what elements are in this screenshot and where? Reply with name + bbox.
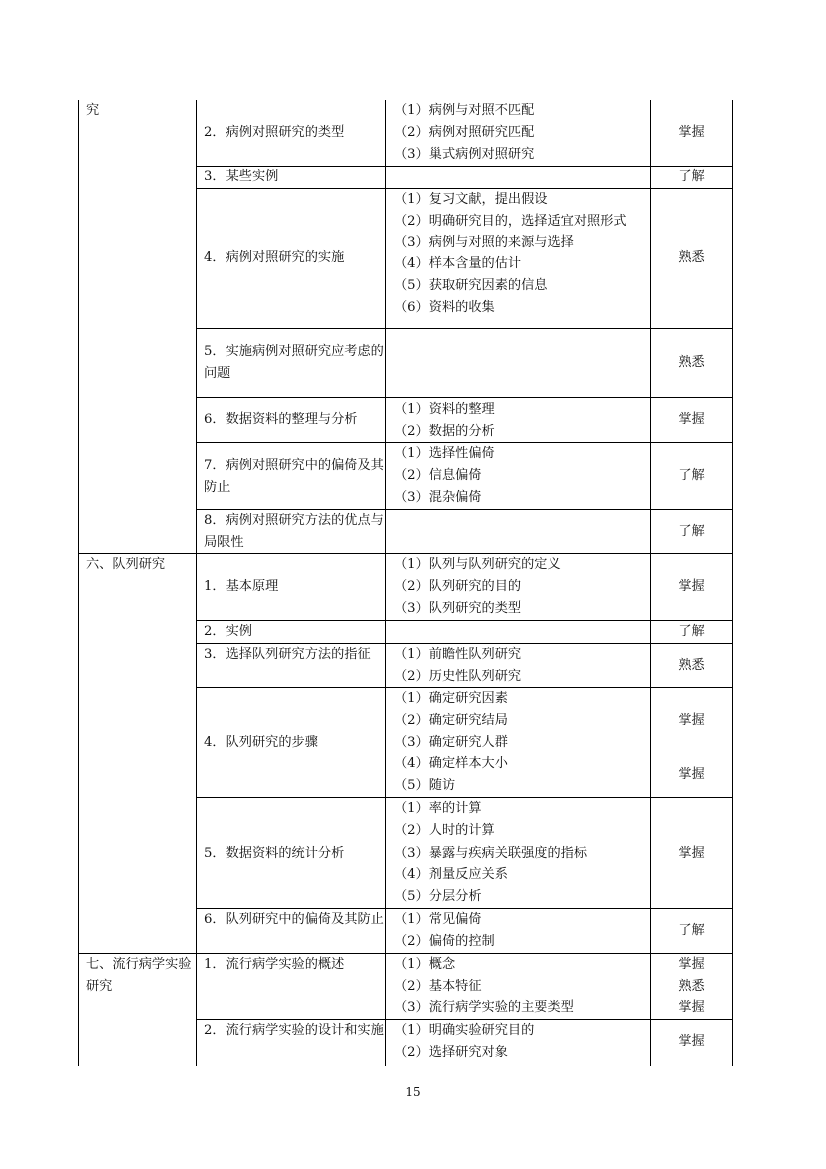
level-cell: 了解 bbox=[678, 524, 705, 539]
detail-item: （4）确定样本大小 bbox=[394, 756, 508, 771]
topic-cell: 6．数据资料的整理与分析 bbox=[204, 412, 358, 427]
detail-item: （2）基本特征 bbox=[394, 979, 482, 994]
detail-item: （2）确定研究结局 bbox=[394, 713, 508, 728]
detail-item: （3）混杂偏倚 bbox=[394, 490, 482, 505]
detail-item: （1）确定研究因素 bbox=[394, 691, 508, 706]
topic-cell: 3．选择队列研究方法的指征 bbox=[204, 647, 371, 662]
detail-item: （2）数据的分析 bbox=[394, 424, 495, 439]
detail-item: （1）复习文献，提出假设 bbox=[394, 192, 548, 207]
level-cell: 了解 bbox=[678, 468, 705, 483]
level-cell: 熟悉 bbox=[678, 355, 705, 370]
table-border-right bbox=[732, 100, 733, 1066]
detail-item: （2）信息偏倚 bbox=[394, 468, 482, 483]
detail-item: （3）流行病学实验的主要类型 bbox=[394, 1000, 574, 1015]
detail-item: （1）率的计算 bbox=[394, 801, 482, 816]
detail-item: （1）明确实验研究目的 bbox=[394, 1023, 535, 1038]
row-divider bbox=[196, 328, 733, 329]
page-number: 15 bbox=[405, 1085, 421, 1099]
level-cell: 掌握 bbox=[678, 713, 705, 728]
detail-item: （2）明确研究目的，选择适宜对照形式 bbox=[394, 214, 627, 229]
section-cell: 究 bbox=[86, 103, 100, 118]
detail-item: （2）偏倚的控制 bbox=[394, 934, 495, 949]
level-cell: 掌握 bbox=[678, 125, 705, 140]
detail-item: （3）病例与对照的来源与选择 bbox=[394, 235, 574, 250]
row-divider bbox=[196, 397, 733, 398]
topic-cell: 1．基本原理 bbox=[204, 579, 279, 594]
topic-cell: 2．流行病学实验的设计和实施 bbox=[204, 1023, 384, 1038]
topic-cell: 2．病例对照研究的类型 bbox=[204, 125, 345, 140]
level-cell: 掌握 bbox=[678, 1000, 705, 1015]
topic-cell: 4．病例对照研究的实施 bbox=[204, 250, 345, 265]
detail-item: （6）资料的收集 bbox=[394, 300, 495, 315]
level-cell: 了解 bbox=[678, 169, 705, 184]
detail-item: （2）病例对照研究匹配 bbox=[394, 125, 535, 140]
level-cell: 掌握 bbox=[678, 579, 705, 594]
detail-item: （5）获取研究因素的信息 bbox=[394, 278, 548, 293]
detail-item: （3）巢式病例对照研究 bbox=[394, 147, 535, 162]
level-cell: 掌握 bbox=[678, 1034, 705, 1049]
level-cell: 熟悉 bbox=[678, 979, 705, 994]
topic-cell: 1．流行病学实验的概述 bbox=[204, 957, 345, 972]
detail-item: （1）选择性偏倚 bbox=[394, 446, 495, 461]
topic-cell: 5．实施病例对照研究应考虑的问题 bbox=[204, 344, 384, 381]
detail-item: （1）概念 bbox=[394, 957, 456, 972]
detail-item: （4）剂量反应关系 bbox=[394, 867, 508, 882]
detail-item: （1）常见偏倚 bbox=[394, 912, 482, 927]
detail-item: （3）确定研究人群 bbox=[394, 735, 508, 750]
table-col-divider bbox=[196, 100, 197, 1066]
detail-item: （2）选择研究对象 bbox=[394, 1045, 508, 1060]
detail-item: （1）病例与对照不匹配 bbox=[394, 103, 535, 118]
detail-item: （5）随访 bbox=[394, 778, 456, 793]
level-cell: 熟悉 bbox=[678, 250, 705, 265]
detail-item: （5）分层分析 bbox=[394, 889, 482, 904]
table-border-left bbox=[78, 100, 79, 1066]
detail-item: （3）暴露与疾病关联强度的指标 bbox=[394, 846, 588, 861]
section-cell: 六、队列研究 bbox=[86, 557, 166, 572]
level-cell: 掌握 bbox=[678, 846, 705, 861]
level-cell: 熟悉 bbox=[678, 658, 705, 673]
detail-item: （4）样本含量的估计 bbox=[394, 256, 522, 271]
topic-cell: 3．某些实例 bbox=[204, 169, 279, 184]
level-cell: 了解 bbox=[678, 624, 705, 639]
topic-cell: 6．队列研究中的偏倚及其防止 bbox=[204, 912, 384, 927]
level-cell: 了解 bbox=[678, 923, 705, 938]
level-cell: 掌握 bbox=[678, 412, 705, 427]
detail-item: （1）前瞻性队列研究 bbox=[394, 647, 522, 662]
level-cell: 掌握 bbox=[678, 767, 705, 782]
topic-cell: 4．队列研究的步骤 bbox=[204, 735, 318, 750]
topic-cell: 8．病例对照研究方法的优点与局限性 bbox=[204, 513, 384, 550]
detail-item: （1）资料的整理 bbox=[394, 402, 495, 417]
topic-cell: 5．数据资料的统计分析 bbox=[204, 846, 345, 861]
detail-item: （2）历史性队列研究 bbox=[394, 669, 522, 684]
level-cell: 掌握 bbox=[678, 957, 705, 972]
topic-cell: 7．病例对照研究中的偏倚及其防止 bbox=[204, 458, 384, 495]
topic-cell: 2．实例 bbox=[204, 624, 252, 639]
detail-item: （2）队列研究的目的 bbox=[394, 579, 522, 594]
detail-item: （1）队列与队列研究的定义 bbox=[394, 557, 561, 572]
detail-item: （3）队列研究的类型 bbox=[394, 601, 522, 616]
detail-item: （2）人时的计算 bbox=[394, 823, 495, 838]
section-cell: 七、流行病学实验研究 bbox=[86, 957, 192, 994]
